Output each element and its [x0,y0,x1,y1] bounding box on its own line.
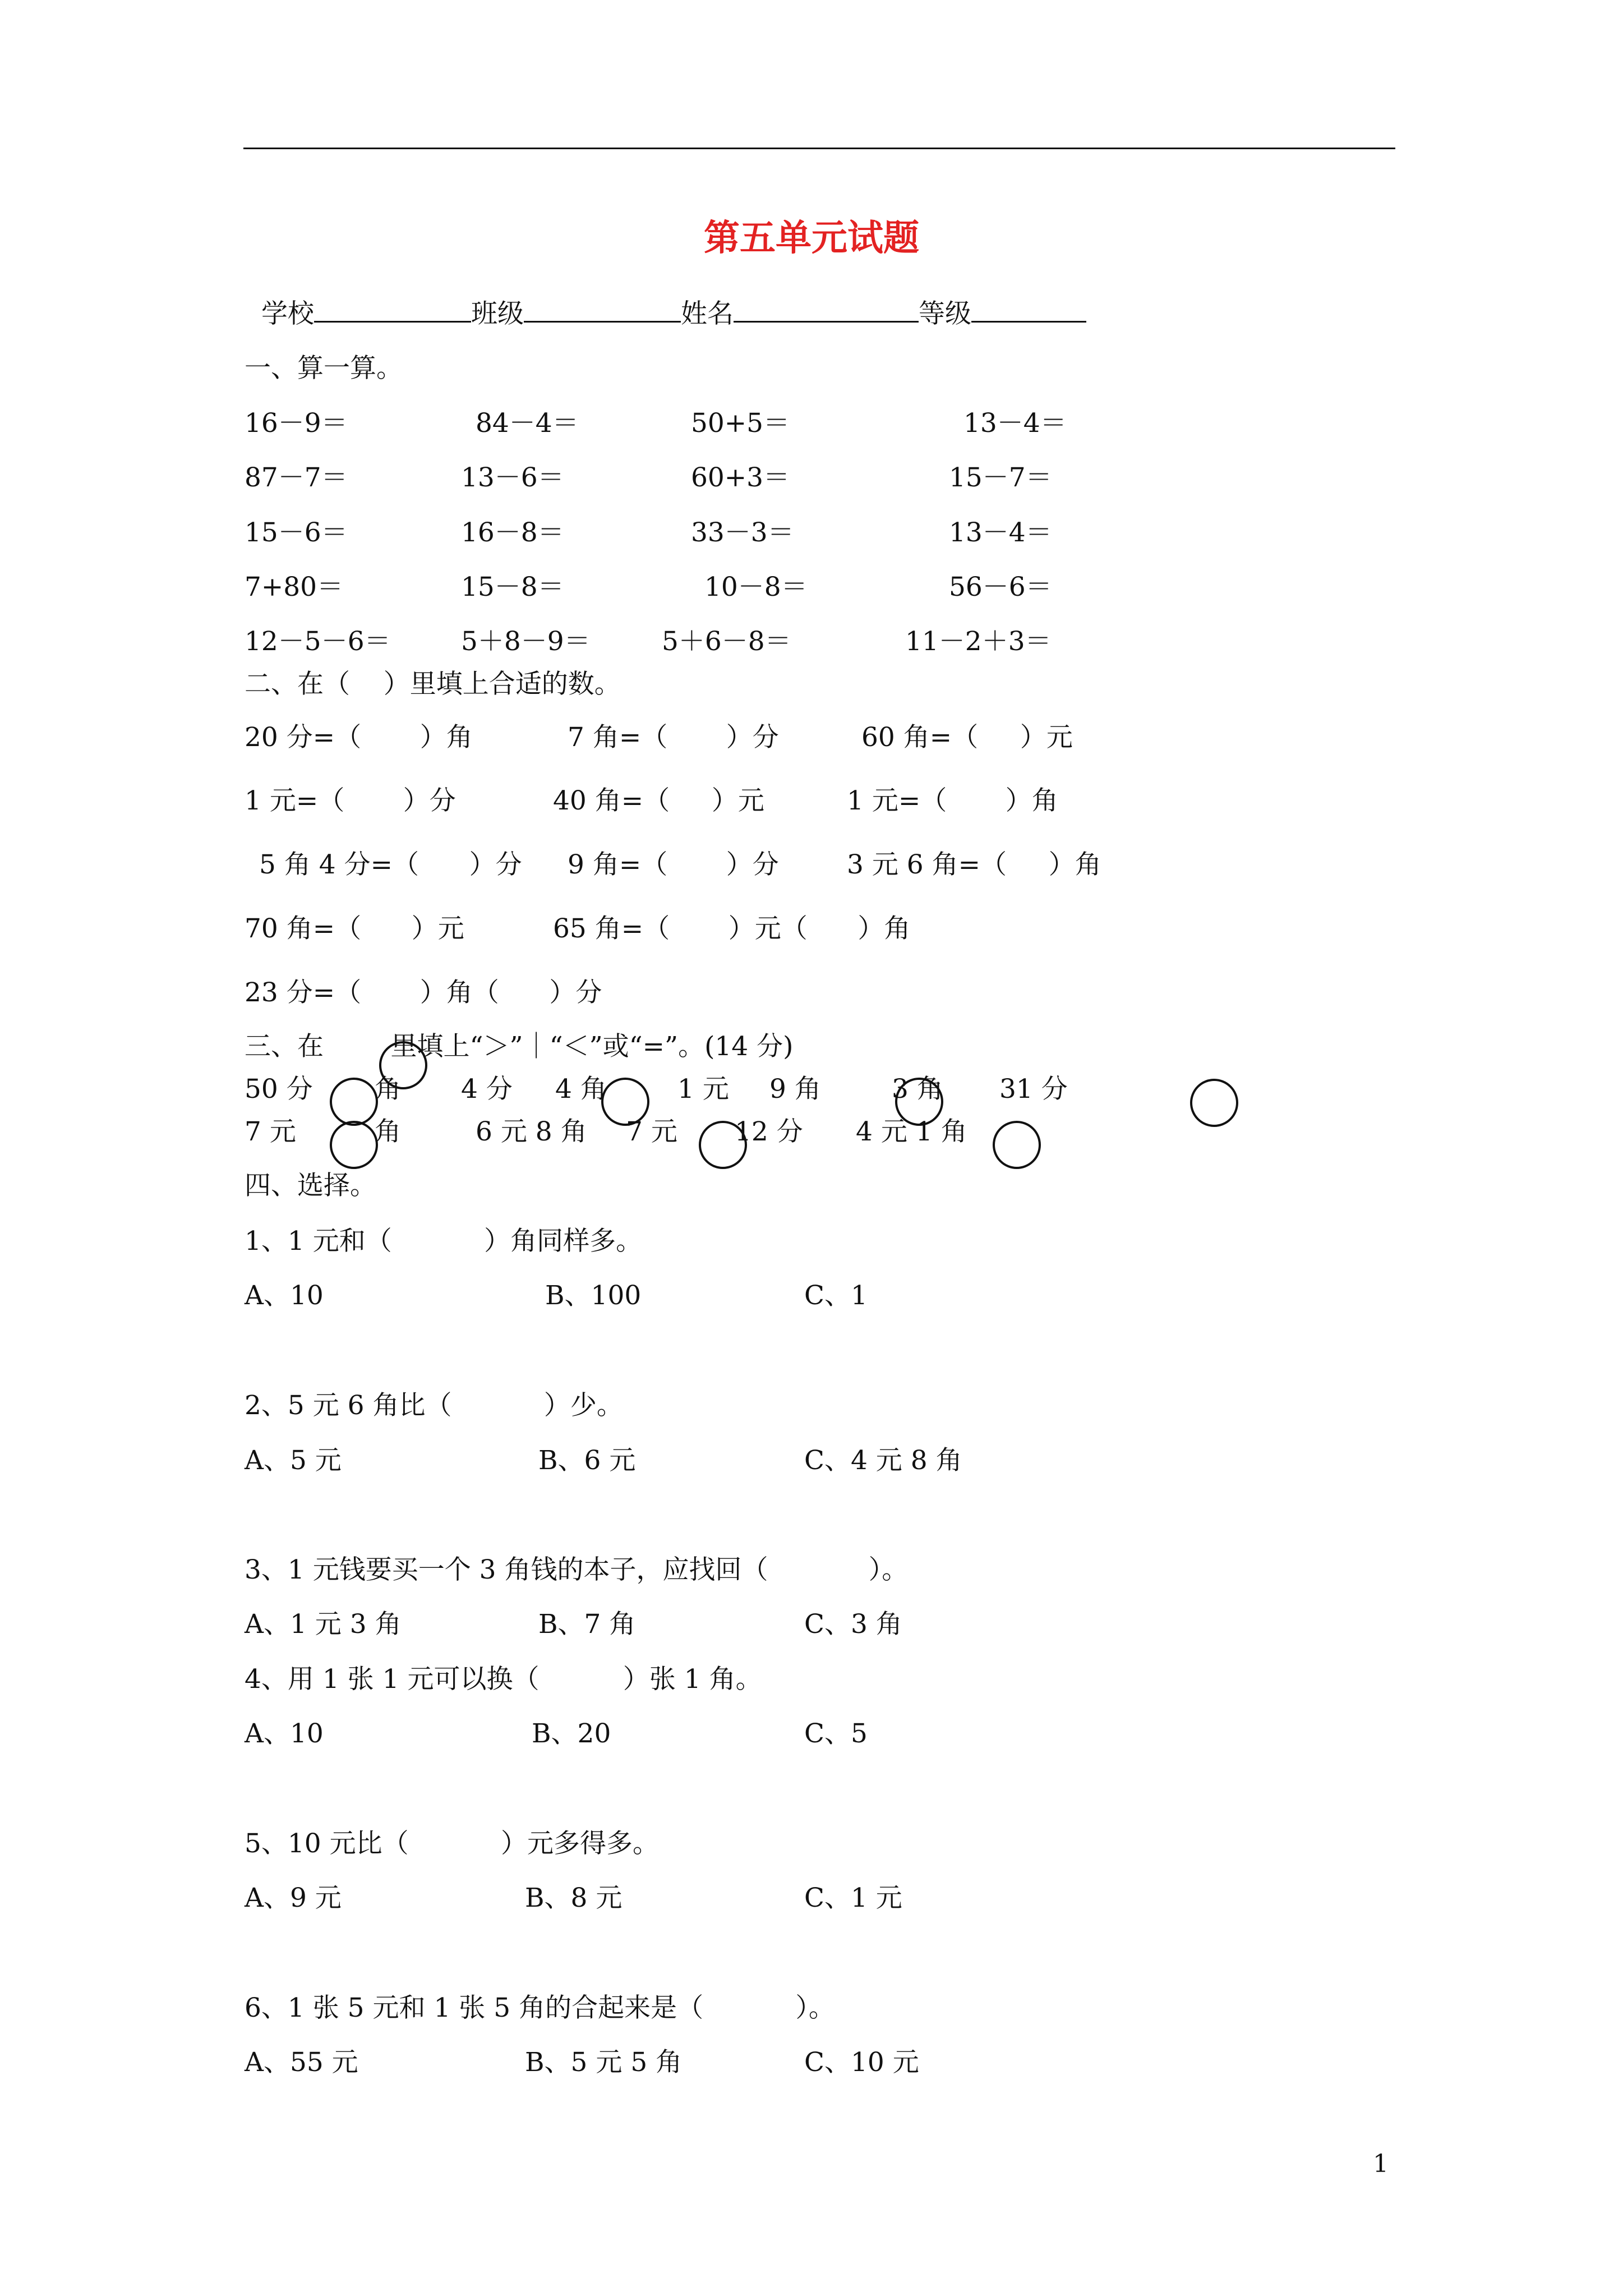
choice-option-c[interactable]: C、3 角 [804,1609,902,1640]
calc-item: 56－6＝ [949,572,1052,602]
calc-item: 13－4＝ [963,408,1067,439]
compare-item: 4 元 1 角 [856,1116,967,1147]
compare-item: 7 元 [245,1116,296,1147]
calc-item: 12－5－6＝ [245,626,391,657]
calc-item: 50+5＝ [691,408,790,439]
name-label: 姓名 [681,298,734,329]
calc-item: 16－8＝ [461,517,564,548]
fill-item: 1 元=（ ）分 [245,785,456,816]
choice-question: 4、用 1 张 1 元可以换（ ）张 1 角。 [245,1664,762,1695]
compare-item: 角 [375,1116,401,1147]
choice-option-c[interactable]: C、4 元 8 角 [804,1445,962,1476]
fill-item: 70 角=（ ）元 [245,913,464,944]
calc-item: 60+3＝ [691,462,790,493]
info-line [261,297,1086,331]
class-label: 班级 [471,298,524,329]
calc-item: 15－7＝ [949,462,1052,493]
choice-option-a[interactable]: A、55 元 [245,2047,358,2078]
fill-item: 20 分=（ ）角 [245,722,473,753]
fill-item: 40 角=（ ）元 [553,785,764,816]
calc-item: 87－7＝ [245,462,348,493]
calc-item: 13－6＝ [461,462,564,493]
choice-option-c[interactable]: C、1 [804,1280,868,1311]
choice-question: 2、5 元 6 角比（ ）少。 [245,1390,623,1421]
name-blank[interactable] [734,300,919,323]
grade-blank[interactable] [971,300,1086,323]
calc-item: 33－3＝ [691,517,794,548]
compare-item: 50 分 [245,1074,313,1105]
fill-item: 5 角 4 分=（ ）分 [259,849,522,880]
grade-label: 等级 [919,298,971,329]
compare-circle[interactable] [993,1121,1041,1169]
calc-item: 84－4＝ [476,408,579,439]
compare-circle[interactable] [699,1121,747,1169]
choice-option-a[interactable]: A、1 元 3 角 [245,1609,402,1640]
compare-circle[interactable] [379,1041,427,1089]
calc-item: 10－8＝ [704,572,808,602]
compare-item: 7 元 [626,1116,677,1147]
choice-option-c[interactable]: C、1 元 [804,1883,902,1913]
calc-item: 13－4＝ [949,517,1052,548]
choice-option-b[interactable]: B、6 元 [538,1445,636,1476]
compare-circle[interactable] [1190,1079,1238,1127]
compare-item: 3 角 [892,1074,943,1105]
fill-item: 65 角=（ ）元（ ）角 [553,913,911,944]
choice-question: 1、1 元和（ ）角同样多。 [245,1226,643,1257]
calc-item: 11－2＋3＝ [905,626,1052,657]
calc-item: 5＋6－8＝ [662,626,791,657]
choice-option-b[interactable]: B、5 元 5 角 [525,2047,683,2078]
page-title: 第五单元试题 [704,217,919,259]
section-2-heading: 二、在（ ）里填上合适的数。 [245,669,621,700]
choice-option-c[interactable]: C、5 [804,1718,868,1749]
choice-option-b[interactable]: B、100 [545,1280,642,1311]
page-number: 1 [1373,2150,1389,2178]
compare-item: 4 分 [461,1074,513,1105]
header-rule [243,148,1395,149]
compare-item: 9 角 [769,1074,821,1105]
choice-option-c[interactable]: C、10 元 [804,2047,919,2078]
fill-item: 23 分=（ ）角（ ）分 [245,977,602,1008]
calc-item: 7+80＝ [245,572,344,602]
compare-circle[interactable] [330,1121,378,1169]
choice-question: 3、1 元钱要买一个 3 角钱的本子，应找回（ ）。 [245,1554,909,1585]
compare-item: 4 角 [555,1074,607,1105]
compare-item: 6 元 8 角 [476,1116,587,1147]
calc-item: 16－9＝ [245,408,348,439]
section-1-heading: 一、算一算。 [245,353,403,384]
calc-item: 15－8＝ [461,572,564,602]
choice-option-a[interactable]: A、9 元 [245,1883,342,1913]
fill-item: 9 角=（ ）分 [568,849,779,880]
choice-option-a[interactable]: A、10 [245,1718,324,1749]
compare-item: 角 [375,1074,401,1105]
fill-item: 3 元 6 角=（ ）角 [847,849,1101,880]
school-blank[interactable] [314,300,471,323]
choice-option-a[interactable]: A、5 元 [245,1445,342,1476]
compare-circle[interactable] [601,1078,649,1126]
choice-option-a[interactable]: A、10 [245,1280,324,1311]
calc-item: 15－6＝ [245,517,348,548]
choice-option-b[interactable]: B、20 [532,1718,611,1749]
compare-circle[interactable] [895,1078,943,1126]
compare-item: 1 元 [677,1074,729,1105]
section-4-heading: 四、选择。 [245,1170,376,1201]
compare-circle[interactable] [330,1078,378,1126]
choice-option-b[interactable]: B、8 元 [525,1883,623,1913]
calc-item: 5＋8－9＝ [461,626,591,657]
section-3-heading: 三、在 里填上“＞”｜“＜”或“=”。(14 分) [245,1031,794,1062]
choice-question: 6、1 张 5 元和 1 张 5 角的合起来是（ ）。 [245,1993,835,2023]
school-label: 学校 [261,298,314,329]
fill-item: 1 元=（ ）角 [847,785,1058,816]
choice-option-b[interactable]: B、7 角 [538,1609,636,1640]
compare-item: 31 分 [999,1074,1068,1105]
fill-item: 7 角=（ ）分 [568,722,779,753]
class-blank[interactable] [524,300,681,323]
fill-item: 60 角=（ ）元 [861,722,1073,753]
choice-question: 5、10 元比（ ）元多得多。 [245,1828,659,1859]
compare-item: 12 分 [735,1116,803,1147]
